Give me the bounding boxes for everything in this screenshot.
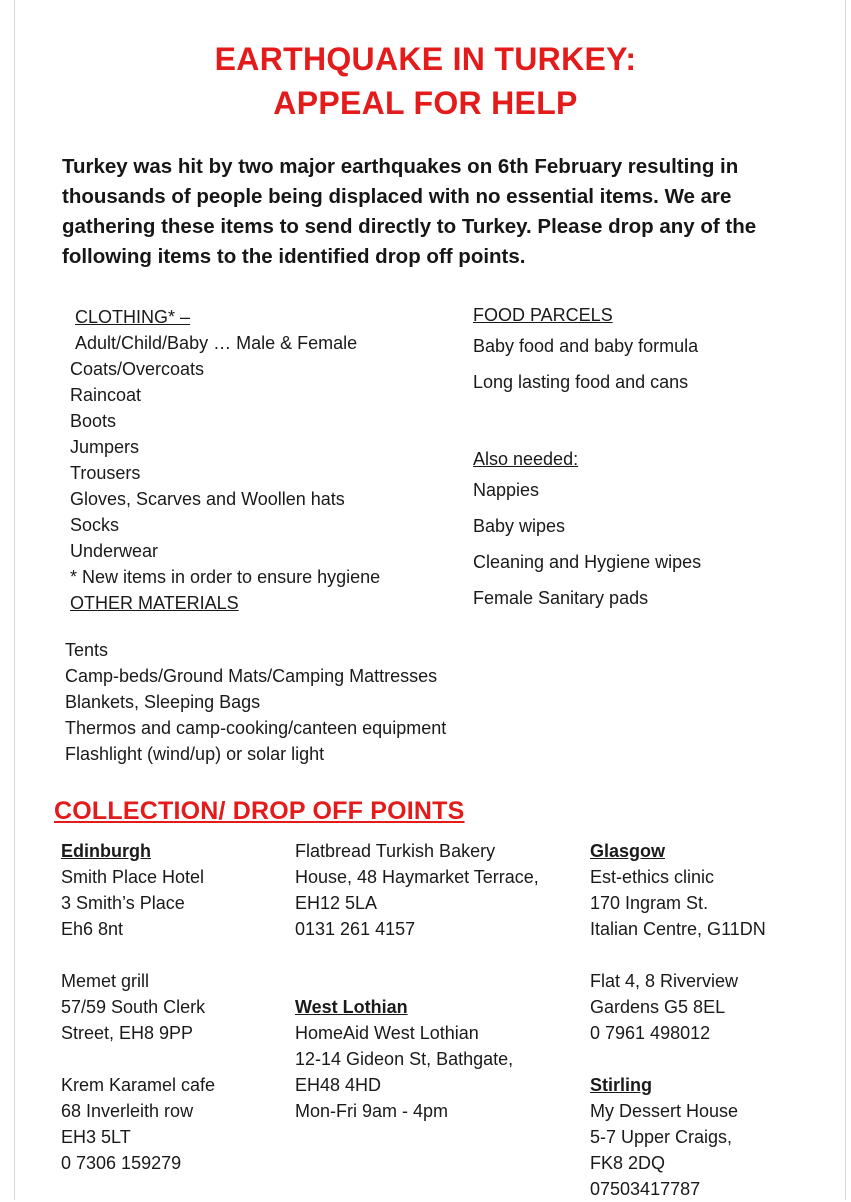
- address-line: EH3 5LT: [61, 1127, 131, 1147]
- address-line: Est-ethics clinic: [590, 867, 715, 887]
- phone-number: 07503417787: [590, 1179, 701, 1199]
- address-line: Flatbread Turkish Bakery: [295, 841, 496, 861]
- also-needed-item: Baby wipes: [473, 516, 566, 536]
- other-materials-item: Blankets, Sleeping Bags: [65, 692, 261, 712]
- address-line: Memet grill: [61, 971, 150, 991]
- clothing-item: Coats/Overcoats: [70, 359, 205, 379]
- address-line: 3 Smith’s Place: [61, 893, 185, 913]
- intro-line: gathering these items to send directly to Turkey. Please drop any of the: [62, 215, 757, 238]
- other-materials-item: Thermos and camp-cooking/canteen equipment: [65, 718, 447, 738]
- food-item: Long lasting food and cans: [473, 372, 689, 392]
- title-line-1: EARTHQUAKE IN TURKEY:: [214, 41, 637, 77]
- clothing-heading: CLOTHING* –: [75, 307, 191, 327]
- clothing-item: Socks: [70, 515, 120, 535]
- also-needed-item: Nappies: [473, 480, 540, 500]
- address-line: 57/59 South Clerk: [61, 997, 206, 1017]
- edinburgh-column: [61, 838, 215, 1176]
- intro-line: following items to the identified drop off points.: [62, 245, 526, 268]
- also-needed-list: [473, 446, 701, 616]
- address-line: Gardens G5 8EL: [590, 997, 726, 1017]
- other-materials-item: Camp-beds/Ground Mats/Camping Mattresses: [65, 666, 438, 686]
- address-line: 170 Ingram St.: [590, 893, 709, 913]
- clothing-item: Underwear: [70, 541, 159, 561]
- also-needed-item: Female Sanitary pads: [473, 588, 649, 608]
- clothing-item: Jumpers: [70, 437, 140, 457]
- intro-paragraph: [62, 152, 802, 272]
- phone-number: 0 7961 498012: [590, 1023, 711, 1043]
- clothing-note: * New items in order to ensure hygiene: [70, 567, 381, 587]
- address-line: 12-14 Gideon St, Bathgate,: [295, 1049, 514, 1069]
- food-item: Baby food and baby formula: [473, 336, 699, 356]
- city-stirling: Stirling: [590, 1075, 652, 1095]
- food-list: [473, 302, 698, 400]
- other-materials-list: [65, 637, 446, 767]
- clothing-item: Gloves, Scarves and Woollen hats: [70, 489, 345, 509]
- address-line: 5-7 Upper Craigs,: [590, 1127, 733, 1147]
- other-materials-item: Tents: [65, 640, 109, 660]
- address-line: House, 48 Haymarket Terrace,: [295, 867, 539, 887]
- phone-number: 0131 261 4157: [295, 919, 416, 939]
- opening-hours: Mon-Fri 9am - 4pm: [295, 1101, 449, 1121]
- clothing-item: Trousers: [70, 463, 141, 483]
- address-line: Street, EH8 9PP: [61, 1023, 194, 1043]
- title-line-2: APPEAL FOR HELP: [273, 85, 578, 121]
- address-line: FK8 2DQ: [590, 1153, 666, 1173]
- address-line: Smith Place Hotel: [61, 867, 205, 887]
- address-line: Krem Karamel cafe: [61, 1075, 216, 1095]
- phone-number: 0 7306 159279: [61, 1153, 182, 1173]
- city-west-lothian: West Lothian: [295, 997, 408, 1017]
- clothing-item: Raincoat: [70, 385, 142, 405]
- address-line: Italian Centre, G11DN: [590, 919, 766, 939]
- city-glasgow: Glasgow: [590, 841, 666, 861]
- address-line: EH12 5LA: [295, 893, 378, 913]
- address-line: 68 Inverleith row: [61, 1101, 194, 1121]
- clothing-list: [70, 356, 380, 616]
- clothing-heading-block: [75, 304, 357, 356]
- middle-column: [295, 838, 539, 1124]
- other-materials-item: Flashlight (wind/up) or solar light: [65, 744, 325, 764]
- other-materials-heading: OTHER MATERIALS: [70, 593, 239, 613]
- glasgow-column: [590, 838, 766, 1202]
- also-needed-item: Cleaning and Hygiene wipes: [473, 552, 702, 572]
- clothing-item: Boots: [70, 411, 117, 431]
- collection-heading: COLLECTION/ DROP OFF POINTS: [54, 797, 465, 825]
- city-edinburgh: Edinburgh: [61, 841, 151, 861]
- address-line: My Dessert House: [590, 1101, 739, 1121]
- clothing-subheading: Adult/Child/Baby … Male & Female: [75, 333, 358, 353]
- address-line: Flat 4, 8 Riverview: [590, 971, 739, 991]
- intro-line: Turkey was hit by two major earthquakes on 6th February resulting in: [62, 155, 739, 178]
- intro-line: thousands of people being displaced with no essential items. We are: [62, 185, 732, 208]
- address-line: Eh6 8nt: [61, 919, 124, 939]
- address-line: EH48 4HD: [295, 1075, 382, 1095]
- also-needed-heading: Also needed:: [473, 449, 579, 469]
- address-line: HomeAid West Lothian: [295, 1023, 479, 1043]
- food-heading: FOOD PARCELS: [473, 305, 613, 325]
